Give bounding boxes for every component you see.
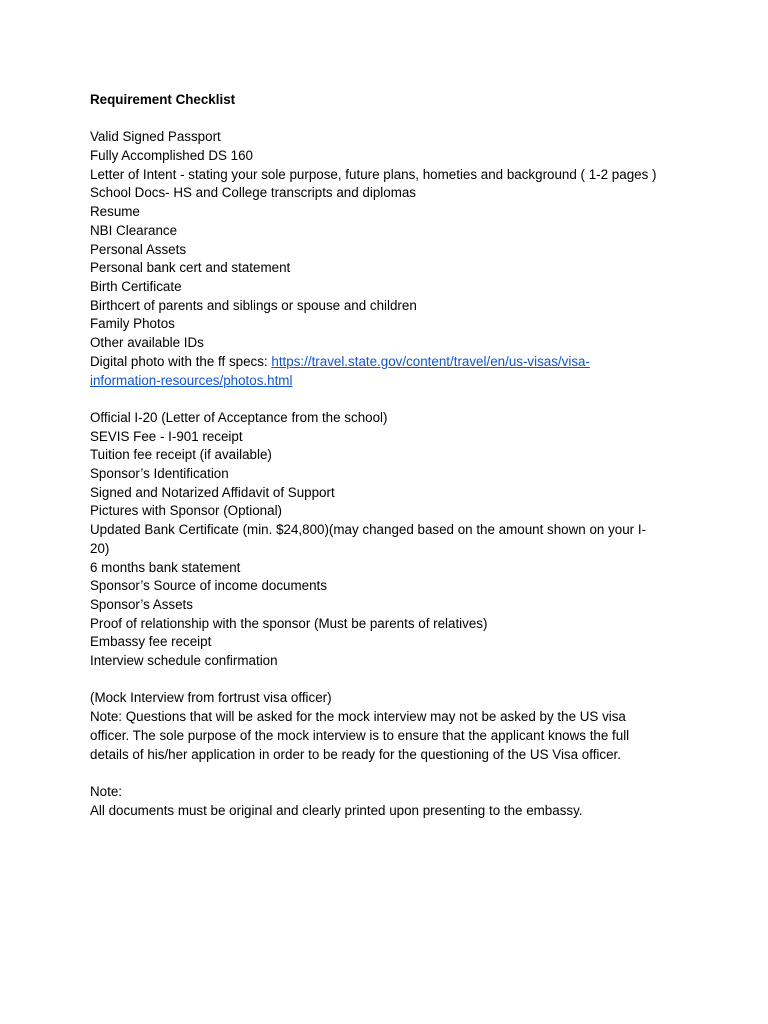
photo-specs-item [90,353,690,372]
mock-interview-note: details of his/her application in order to be ready for the questioning of the US Visa officer. [90,746,621,762]
checklist-item: Birth Certificate [90,279,182,294]
checklist-item: Official I-20 (Letter of Acceptance from the school) [90,409,388,425]
photo-specs-link[interactable]: https://travel.state.gov/content/travel/en/us-visas/visa- [271,353,590,369]
checklist-item: Personal Assets [90,241,187,257]
checklist-item: Valid Signed Passport [90,129,221,145]
photo-specs-link-continuation[interactable]: information-resources/photos.html [90,372,293,388]
checklist-item: Tuition fee receipt (if available) [90,447,272,463]
photo-specs-label: Digital photo with the ff specs: [90,353,272,369]
spacer [90,764,690,783]
spacer [90,390,690,409]
checklist-item: Sponsor’s Identification [90,466,229,482]
spacer [90,110,690,129]
checklist-item: Family Photos [90,316,175,332]
checklist-item: Pictures with Sponsor (Optional) [90,503,283,519]
mock-interview-note: Note: Questions that will be asked for the mock interview may not be asked by the US visa [90,709,626,725]
checklist-item: Updated Bank Certificate (min. $24,800)(may changed based on the amount shown on your I- [90,522,647,538]
checklist-item: Resume [90,204,140,220]
checklist-item: Personal bank cert and statement [90,260,291,276]
checklist-item: SEVIS Fee - I-901 receipt [90,428,243,444]
mock-interview-note: officer. The sole purpose of the mock interview is to ensure that the applicant knows the full [90,727,630,743]
checklist-item: Fully Accomplished DS 160 [90,148,253,164]
document-body [90,91,690,820]
checklist-item: Sponsor’s Source of income documents [90,578,327,594]
checklist-item: Proof of relationship with the sponsor (Must be parents of relatives) [90,615,488,631]
checklist-item: NBI Clearance [90,222,178,238]
checklist-item: Sponsor’s Assets [90,596,193,612]
checklist-item: Embassy fee receipt [90,634,212,650]
checklist-item: Signed and Notarized Affidavit of Support [90,484,335,500]
page-title: Requirement Checklist [90,92,236,107]
spacer [90,671,690,690]
checklist-item-continued: 20) [90,540,110,556]
mock-interview-heading: (Mock Interview from fortrust visa officer) [90,690,332,706]
final-note-label: Note: [90,783,123,799]
checklist-item: 6 months bank statement [90,559,241,575]
photo-specs-link-continued [90,372,690,391]
final-note-text: All documents must be original and clearly printed upon presenting to the embassy. [90,802,583,818]
checklist-item: School Docs- HS and College transcripts and diplomas [90,185,416,201]
checklist-item: Letter of Intent - stating your sole purpose, future plans, hometies and background ( 1-2 pages ) [90,166,657,182]
checklist-item: Interview schedule confirmation [90,653,278,669]
checklist-item: Other available IDs [90,335,204,351]
checklist-item: Birthcert of parents and siblings or spouse and children [90,297,417,313]
